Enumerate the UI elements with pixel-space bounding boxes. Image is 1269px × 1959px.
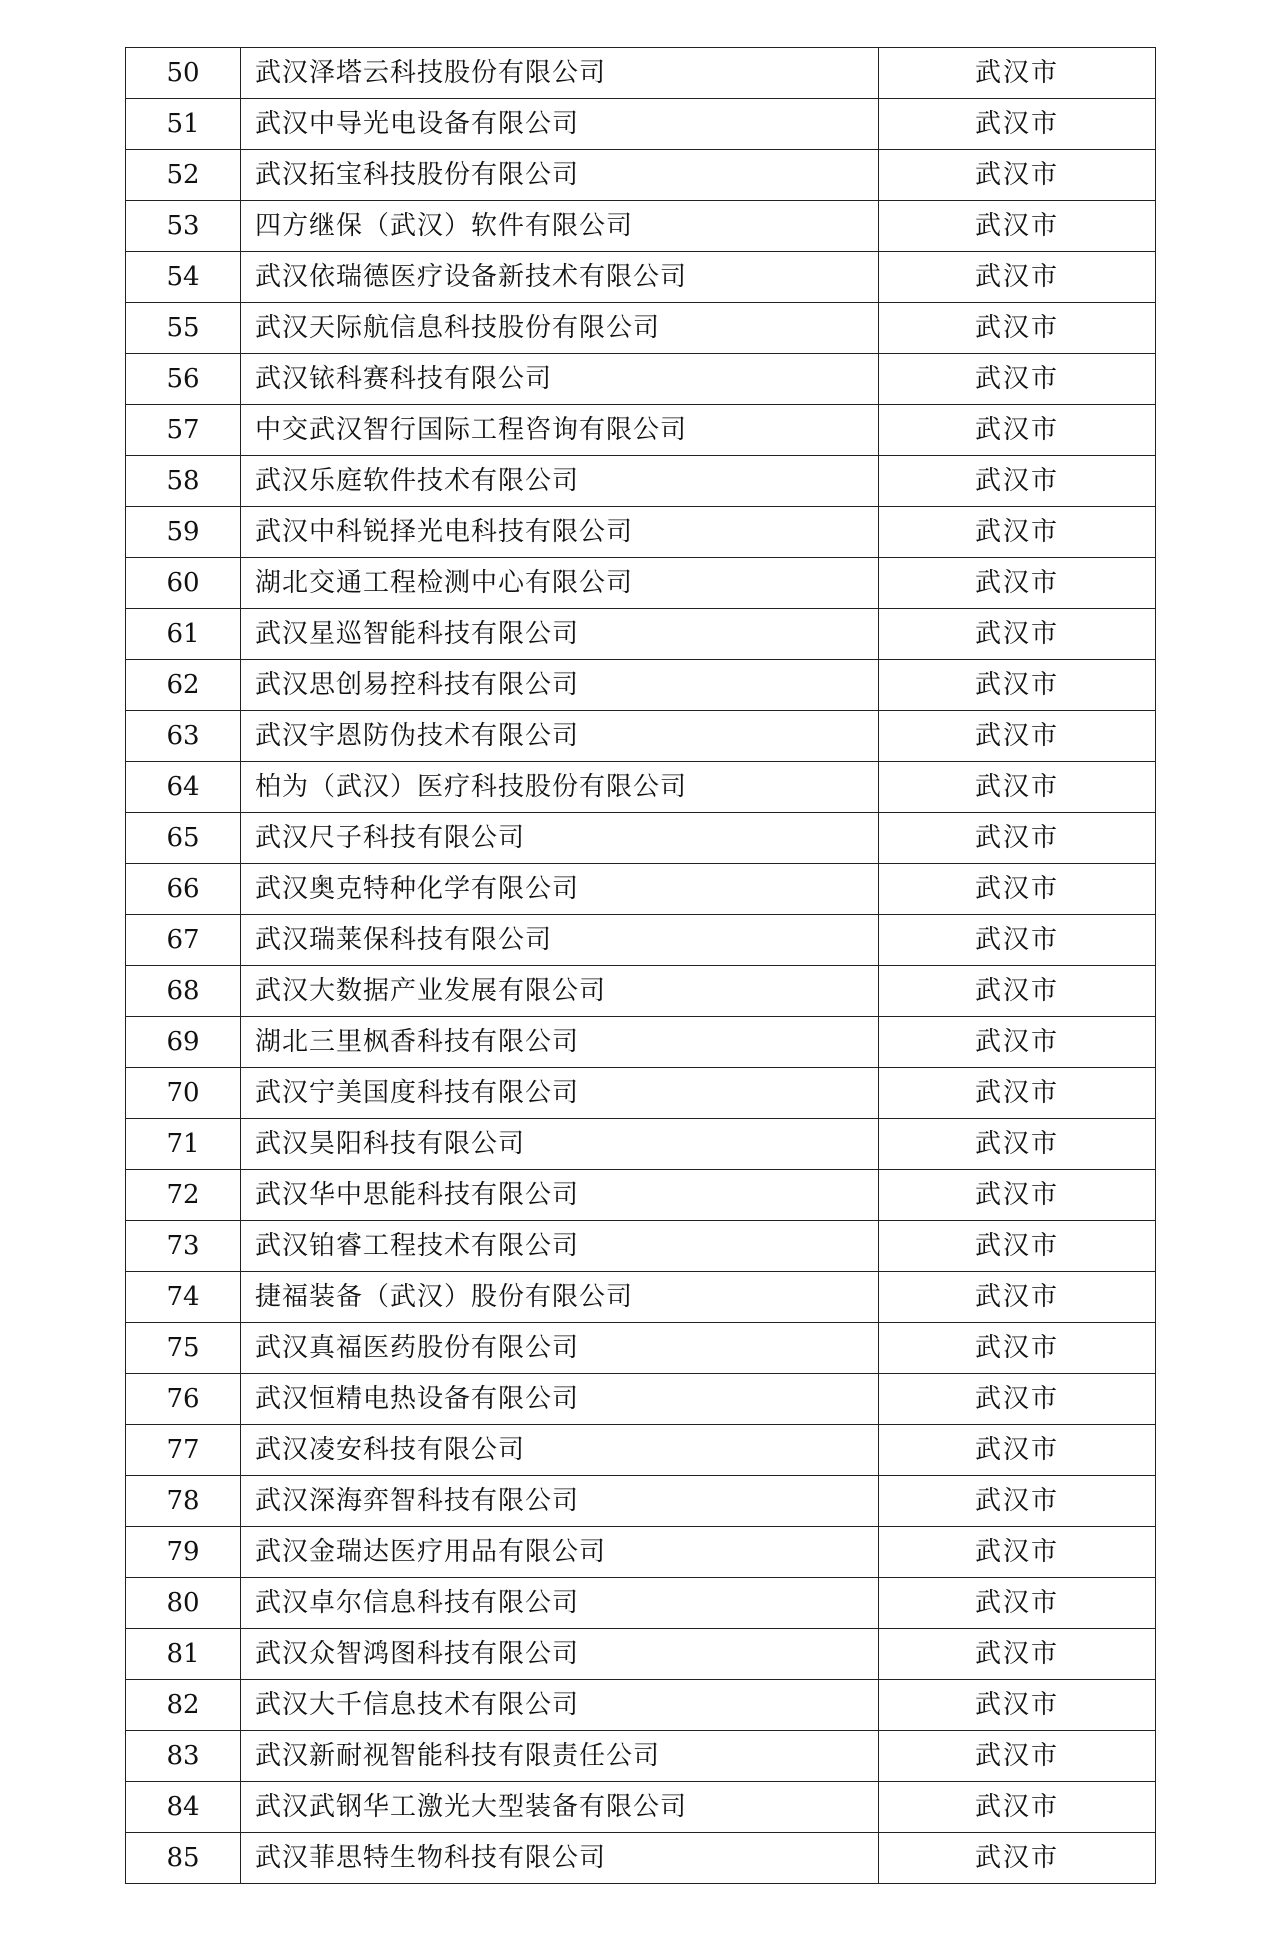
table-row <box>126 1119 1156 1170</box>
row-number-cell: 64 <box>126 762 241 813</box>
company-name-cell: 武汉凌安科技有限公司 <box>241 1425 879 1476</box>
row-number-cell: 69 <box>126 1017 241 1068</box>
city-cell: 武汉市 <box>879 303 1156 354</box>
table-row <box>126 1374 1156 1425</box>
company-name-cell: 武汉依瑞德医疗设备新技术有限公司 <box>241 252 879 303</box>
city-cell: 武汉市 <box>879 150 1156 201</box>
company-name-cell: 武汉铱科赛科技有限公司 <box>241 354 879 405</box>
company-name-cell: 武汉泽塔云科技股份有限公司 <box>241 48 879 99</box>
company-name-cell: 武汉尺子科技有限公司 <box>241 813 879 864</box>
company-list-table <box>125 47 1156 1884</box>
row-number-cell: 70 <box>126 1068 241 1119</box>
table-row <box>126 1680 1156 1731</box>
table-row <box>126 1527 1156 1578</box>
row-number-cell: 62 <box>126 660 241 711</box>
table-row <box>126 609 1156 660</box>
city-cell: 武汉市 <box>879 864 1156 915</box>
table-row <box>126 252 1156 303</box>
city-cell: 武汉市 <box>879 507 1156 558</box>
company-name-cell: 武汉新耐视智能科技有限责任公司 <box>241 1731 879 1782</box>
table-row <box>126 1731 1156 1782</box>
company-name-cell: 四方继保（武汉）软件有限公司 <box>241 201 879 252</box>
table-row <box>126 1629 1156 1680</box>
city-cell: 武汉市 <box>879 1017 1156 1068</box>
row-number-cell: 81 <box>126 1629 241 1680</box>
city-cell: 武汉市 <box>879 1578 1156 1629</box>
city-cell: 武汉市 <box>879 1119 1156 1170</box>
city-cell: 武汉市 <box>879 1782 1156 1833</box>
company-name-cell: 武汉菲思特生物科技有限公司 <box>241 1833 879 1884</box>
company-name-cell: 武汉众智鸿图科技有限公司 <box>241 1629 879 1680</box>
table-row <box>126 558 1156 609</box>
company-name-cell: 武汉宇恩防伪技术有限公司 <box>241 711 879 762</box>
table-row <box>126 507 1156 558</box>
row-number-cell: 76 <box>126 1374 241 1425</box>
city-cell: 武汉市 <box>879 558 1156 609</box>
row-number-cell: 58 <box>126 456 241 507</box>
company-name-cell: 柏为（武汉）医疗科技股份有限公司 <box>241 762 879 813</box>
city-cell: 武汉市 <box>879 252 1156 303</box>
row-number-cell: 59 <box>126 507 241 558</box>
city-cell: 武汉市 <box>879 48 1156 99</box>
table-row <box>126 660 1156 711</box>
company-name-cell: 中交武汉智行国际工程咨询有限公司 <box>241 405 879 456</box>
city-cell: 武汉市 <box>879 201 1156 252</box>
city-cell: 武汉市 <box>879 762 1156 813</box>
city-cell: 武汉市 <box>879 609 1156 660</box>
city-cell: 武汉市 <box>879 1527 1156 1578</box>
row-number-cell: 72 <box>126 1170 241 1221</box>
company-name-cell: 武汉拓宝科技股份有限公司 <box>241 150 879 201</box>
city-cell: 武汉市 <box>879 915 1156 966</box>
table-row <box>126 1782 1156 1833</box>
table-row <box>126 99 1156 150</box>
city-cell: 武汉市 <box>879 1425 1156 1476</box>
city-cell: 武汉市 <box>879 1731 1156 1782</box>
row-number-cell: 75 <box>126 1323 241 1374</box>
company-name-cell: 武汉大数据产业发展有限公司 <box>241 966 879 1017</box>
company-name-cell: 武汉瑞莱保科技有限公司 <box>241 915 879 966</box>
company-name-cell: 武汉宁美国度科技有限公司 <box>241 1068 879 1119</box>
row-number-cell: 78 <box>126 1476 241 1527</box>
row-number-cell: 85 <box>126 1833 241 1884</box>
row-number-cell: 74 <box>126 1272 241 1323</box>
company-name-cell: 武汉铂睿工程技术有限公司 <box>241 1221 879 1272</box>
table-row <box>126 762 1156 813</box>
company-name-cell: 湖北三里枫香科技有限公司 <box>241 1017 879 1068</box>
table-row <box>126 1425 1156 1476</box>
table-row <box>126 864 1156 915</box>
row-number-cell: 53 <box>126 201 241 252</box>
row-number-cell: 56 <box>126 354 241 405</box>
company-name-cell: 武汉卓尔信息科技有限公司 <box>241 1578 879 1629</box>
table-row <box>126 405 1156 456</box>
city-cell: 武汉市 <box>879 99 1156 150</box>
table-row <box>126 1578 1156 1629</box>
table-row <box>126 1068 1156 1119</box>
row-number-cell: 54 <box>126 252 241 303</box>
table-row <box>126 303 1156 354</box>
row-number-cell: 77 <box>126 1425 241 1476</box>
company-name-cell: 武汉奥克特种化学有限公司 <box>241 864 879 915</box>
table-row <box>126 354 1156 405</box>
table-row <box>126 813 1156 864</box>
table-row <box>126 915 1156 966</box>
city-cell: 武汉市 <box>879 1068 1156 1119</box>
row-number-cell: 50 <box>126 48 241 99</box>
company-name-cell: 武汉恒精电热设备有限公司 <box>241 1374 879 1425</box>
company-name-cell: 武汉中科锐择光电科技有限公司 <box>241 507 879 558</box>
company-name-cell: 武汉星巡智能科技有限公司 <box>241 609 879 660</box>
company-name-cell: 武汉深海弈智科技有限公司 <box>241 1476 879 1527</box>
row-number-cell: 57 <box>126 405 241 456</box>
city-cell: 武汉市 <box>879 1221 1156 1272</box>
row-number-cell: 65 <box>126 813 241 864</box>
company-name-cell: 武汉大千信息技术有限公司 <box>241 1680 879 1731</box>
table-row <box>126 1221 1156 1272</box>
row-number-cell: 80 <box>126 1578 241 1629</box>
company-name-cell: 武汉昊阳科技有限公司 <box>241 1119 879 1170</box>
company-name-cell: 武汉天际航信息科技股份有限公司 <box>241 303 879 354</box>
company-list-table-wrapper <box>125 47 1155 1884</box>
city-cell: 武汉市 <box>879 1629 1156 1680</box>
company-name-cell: 湖北交通工程检测中心有限公司 <box>241 558 879 609</box>
table-row <box>126 1833 1156 1884</box>
table-row <box>126 966 1156 1017</box>
row-number-cell: 71 <box>126 1119 241 1170</box>
row-number-cell: 61 <box>126 609 241 660</box>
company-name-cell: 武汉思创易控科技有限公司 <box>241 660 879 711</box>
city-cell: 武汉市 <box>879 1272 1156 1323</box>
row-number-cell: 79 <box>126 1527 241 1578</box>
city-cell: 武汉市 <box>879 660 1156 711</box>
table-row <box>126 1170 1156 1221</box>
row-number-cell: 73 <box>126 1221 241 1272</box>
row-number-cell: 82 <box>126 1680 241 1731</box>
company-name-cell: 武汉武钢华工激光大型装备有限公司 <box>241 1782 879 1833</box>
company-name-cell: 捷福装备（武汉）股份有限公司 <box>241 1272 879 1323</box>
city-cell: 武汉市 <box>879 456 1156 507</box>
company-name-cell: 武汉真福医药股份有限公司 <box>241 1323 879 1374</box>
city-cell: 武汉市 <box>879 1374 1156 1425</box>
table-row <box>126 150 1156 201</box>
table-row <box>126 48 1156 99</box>
table-row <box>126 1272 1156 1323</box>
table-row <box>126 1323 1156 1374</box>
row-number-cell: 84 <box>126 1782 241 1833</box>
table-row <box>126 1476 1156 1527</box>
row-number-cell: 83 <box>126 1731 241 1782</box>
row-number-cell: 67 <box>126 915 241 966</box>
city-cell: 武汉市 <box>879 1833 1156 1884</box>
company-name-cell: 武汉乐庭软件技术有限公司 <box>241 456 879 507</box>
city-cell: 武汉市 <box>879 1680 1156 1731</box>
table-row <box>126 456 1156 507</box>
table-row <box>126 711 1156 762</box>
row-number-cell: 68 <box>126 966 241 1017</box>
city-cell: 武汉市 <box>879 405 1156 456</box>
city-cell: 武汉市 <box>879 966 1156 1017</box>
table-row <box>126 1017 1156 1068</box>
table-row <box>126 201 1156 252</box>
city-cell: 武汉市 <box>879 711 1156 762</box>
row-number-cell: 55 <box>126 303 241 354</box>
row-number-cell: 63 <box>126 711 241 762</box>
company-name-cell: 武汉金瑞达医疗用品有限公司 <box>241 1527 879 1578</box>
row-number-cell: 51 <box>126 99 241 150</box>
company-name-cell: 武汉华中思能科技有限公司 <box>241 1170 879 1221</box>
company-name-cell: 武汉中导光电设备有限公司 <box>241 99 879 150</box>
row-number-cell: 66 <box>126 864 241 915</box>
city-cell: 武汉市 <box>879 1323 1156 1374</box>
city-cell: 武汉市 <box>879 813 1156 864</box>
city-cell: 武汉市 <box>879 1170 1156 1221</box>
city-cell: 武汉市 <box>879 354 1156 405</box>
row-number-cell: 60 <box>126 558 241 609</box>
table-body <box>126 48 1156 1884</box>
row-number-cell: 52 <box>126 150 241 201</box>
city-cell: 武汉市 <box>879 1476 1156 1527</box>
